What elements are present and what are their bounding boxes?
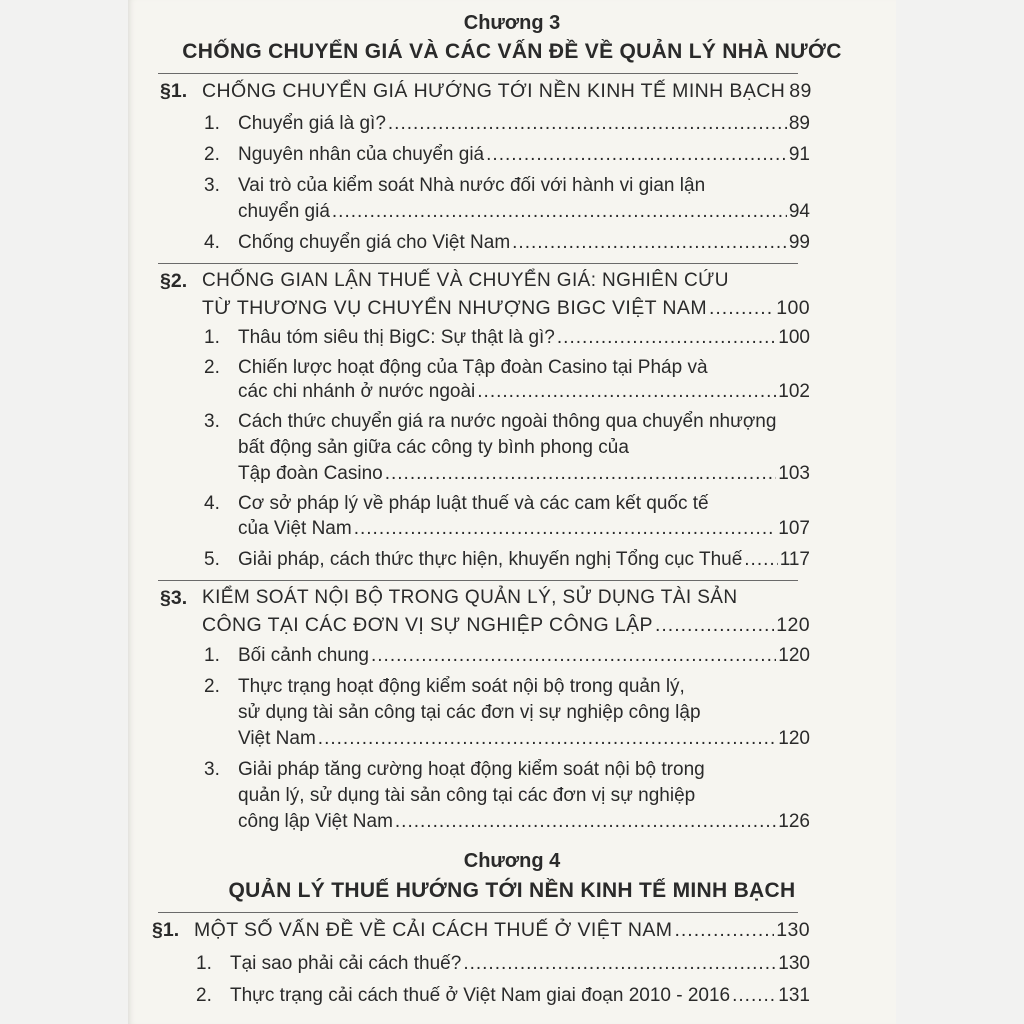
item-title: Việt Nam [238, 728, 316, 749]
chapter-4-title: QUẢN LÝ THUẾ HƯỚNG TỚI NỀN KINH TẾ MINH BẠCH [228, 879, 796, 902]
page-number: 126 [778, 811, 810, 832]
item-title: của Việt Nam [238, 518, 352, 539]
section-title-line: CHỐNG GIAN LẬN THUẾ VÀ CHUYỂN GIÁ: NGHIÊN CỨU [202, 270, 729, 291]
page-number: 120 [778, 728, 810, 749]
item-title-line: Cách thức chuyển giá ra nước ngoài thông qua chuyển nhượng [238, 411, 777, 432]
item-title-line: Giải pháp tăng cường hoạt động kiểm soát nội bộ trong [238, 759, 705, 780]
item-title: Giải pháp, cách thức thực hiện, khuyến nghị Tổng cục Thuế [238, 549, 743, 570]
section-divider [158, 580, 798, 581]
page-number: 107 [778, 518, 810, 539]
item-title: Bối cảnh chung [238, 645, 369, 666]
item-number: 3. [204, 175, 220, 196]
item-title: Thực trạng cải cách thuế ở Việt Nam giai đoạn 2010 - 2016 [230, 985, 731, 1006]
leader-dots [674, 919, 774, 942]
item-title: Tại sao phải cải cách thuế? [230, 953, 462, 974]
toc-section-entry [202, 297, 810, 320]
section-title: MỘT SỐ VẤN ĐỀ VỀ CẢI CÁCH THUẾ Ở VIỆT NAM [194, 919, 673, 941]
page-number: 120 [778, 645, 810, 666]
toc-item-entry [238, 381, 810, 403]
toc-item-entry [230, 953, 810, 975]
section-number: §2. [160, 270, 188, 292]
section-title: TỪ THƯƠNG VỤ CHUYỂN NHƯỢNG BIGC VIỆT NAM [202, 297, 707, 319]
item-number: 2. [204, 144, 220, 165]
item-number: 2. [204, 357, 220, 378]
leader-dots [463, 953, 776, 975]
toc-item-entry [238, 549, 810, 571]
page-number: 94 [788, 201, 810, 222]
toc-item-entry [238, 144, 810, 166]
toc-item-entry [238, 232, 810, 254]
item-number: 1. [204, 645, 220, 666]
leader-dots [332, 201, 787, 223]
section-number: §1. [160, 80, 188, 102]
page-number: 91 [788, 144, 810, 165]
toc-item-entry [238, 463, 810, 485]
chapter-3-title: CHỐNG CHUYỂN GIÁ VÀ CÁC VẤN ĐỀ VỀ QUẢN LÝ NHÀ NƯỚC [182, 40, 842, 63]
leader-dots [318, 728, 777, 750]
item-title: công lập Việt Nam [238, 811, 393, 832]
item-title-line: sử dụng tài sản công tại các đơn vị sự nghiệp công lập [238, 702, 701, 723]
item-title: Chống chuyển giá cho Việt Nam [238, 232, 511, 253]
section-title-line: KIỂM SOÁT NỘI BỘ TRONG QUẢN LÝ, SỬ DỤNG TÀI SẢN [202, 587, 738, 608]
item-title-line: bất động sản giữa các công ty bình phong của [238, 437, 629, 458]
chapter-3-label: Chương 3 [463, 12, 561, 34]
item-title: Thâu tóm siêu thị BigC: Sự thật là gì? [238, 327, 555, 348]
page-number: 120 [776, 614, 810, 636]
leader-dots [557, 327, 776, 349]
toc-item-entry [238, 728, 810, 750]
section-number: §1. [152, 919, 180, 941]
book-page [128, 0, 896, 1024]
leader-dots [709, 297, 774, 320]
leader-dots [477, 381, 776, 403]
page-number: 130 [776, 919, 810, 941]
item-title: chuyển giá [238, 201, 330, 222]
toc-section-entry [202, 80, 810, 103]
leader-dots [388, 113, 787, 135]
item-number: 4. [204, 232, 220, 253]
page-number: 89 [789, 80, 812, 102]
leader-dots [512, 232, 787, 254]
toc-item-entry [238, 811, 810, 833]
toc-item-entry [230, 985, 810, 1007]
section-divider [158, 912, 798, 913]
item-number: 3. [204, 411, 220, 432]
toc-item-entry [238, 113, 810, 135]
item-number: 4. [204, 493, 220, 514]
item-number: 1. [196, 953, 212, 974]
item-number: 2. [196, 985, 212, 1006]
section-title: CÔNG TẠI CÁC ĐƠN VỊ SỰ NGHIỆP CÔNG LẬP [202, 614, 653, 636]
leader-dots [744, 549, 777, 571]
section-number: §3. [160, 587, 188, 609]
leader-dots [354, 518, 777, 540]
item-title-line: Vai trò của kiểm soát Nhà nước đối với hành vi gian lận [238, 175, 706, 196]
item-title: các chi nhánh ở nước ngoài [238, 381, 476, 402]
page-number: 89 [788, 113, 810, 134]
item-title-line: Thực trạng hoạt động kiểm soát nội bộ trong quản lý, [238, 676, 685, 697]
page-number: 103 [778, 463, 810, 484]
item-title: Nguyên nhân của chuyển giá [238, 144, 485, 165]
page-number: 100 [776, 297, 810, 319]
leader-dots [486, 144, 787, 166]
toc-item-entry [238, 645, 810, 667]
toc-item-entry [238, 327, 810, 349]
toc-item-entry [238, 518, 810, 540]
section-divider [158, 73, 798, 74]
leader-dots [385, 463, 777, 485]
page-number: 102 [778, 381, 810, 402]
page-number: 100 [778, 327, 810, 348]
leader-dots [371, 645, 776, 667]
item-number: 5. [204, 549, 220, 570]
item-title-line: quản lý, sử dụng tài sản công tại các đơn vị sự nghiệp [238, 785, 696, 806]
toc-section-entry [194, 919, 810, 942]
leader-dots [655, 614, 774, 637]
leader-dots [395, 811, 776, 833]
item-title: Chuyển giá là gì? [238, 113, 386, 134]
leader-dots [732, 985, 776, 1007]
toc-item-entry [238, 201, 810, 223]
item-number: 3. [204, 759, 220, 780]
page-number: 131 [778, 985, 810, 1006]
item-title-line: Chiến lược hoạt động của Tập đoàn Casino tại Pháp và [238, 357, 708, 378]
item-number: 2. [204, 676, 220, 697]
item-number: 1. [204, 327, 220, 348]
page-number: 99 [788, 232, 810, 253]
section-divider [158, 263, 798, 264]
page-number: 117 [779, 549, 810, 570]
toc-section-entry [202, 614, 810, 637]
section-title: CHỐNG CHUYỂN GIÁ HƯỚNG TỚI NỀN KINH TẾ MINH BẠCH [202, 80, 786, 102]
page-number: 130 [778, 953, 810, 974]
chapter-4-label: Chương 4 [463, 850, 561, 872]
item-number: 1. [204, 113, 220, 134]
item-title-line: Cơ sở pháp lý về pháp luật thuế và các cam kết quốc tế [238, 493, 709, 514]
item-title: Tập đoàn Casino [238, 463, 383, 484]
